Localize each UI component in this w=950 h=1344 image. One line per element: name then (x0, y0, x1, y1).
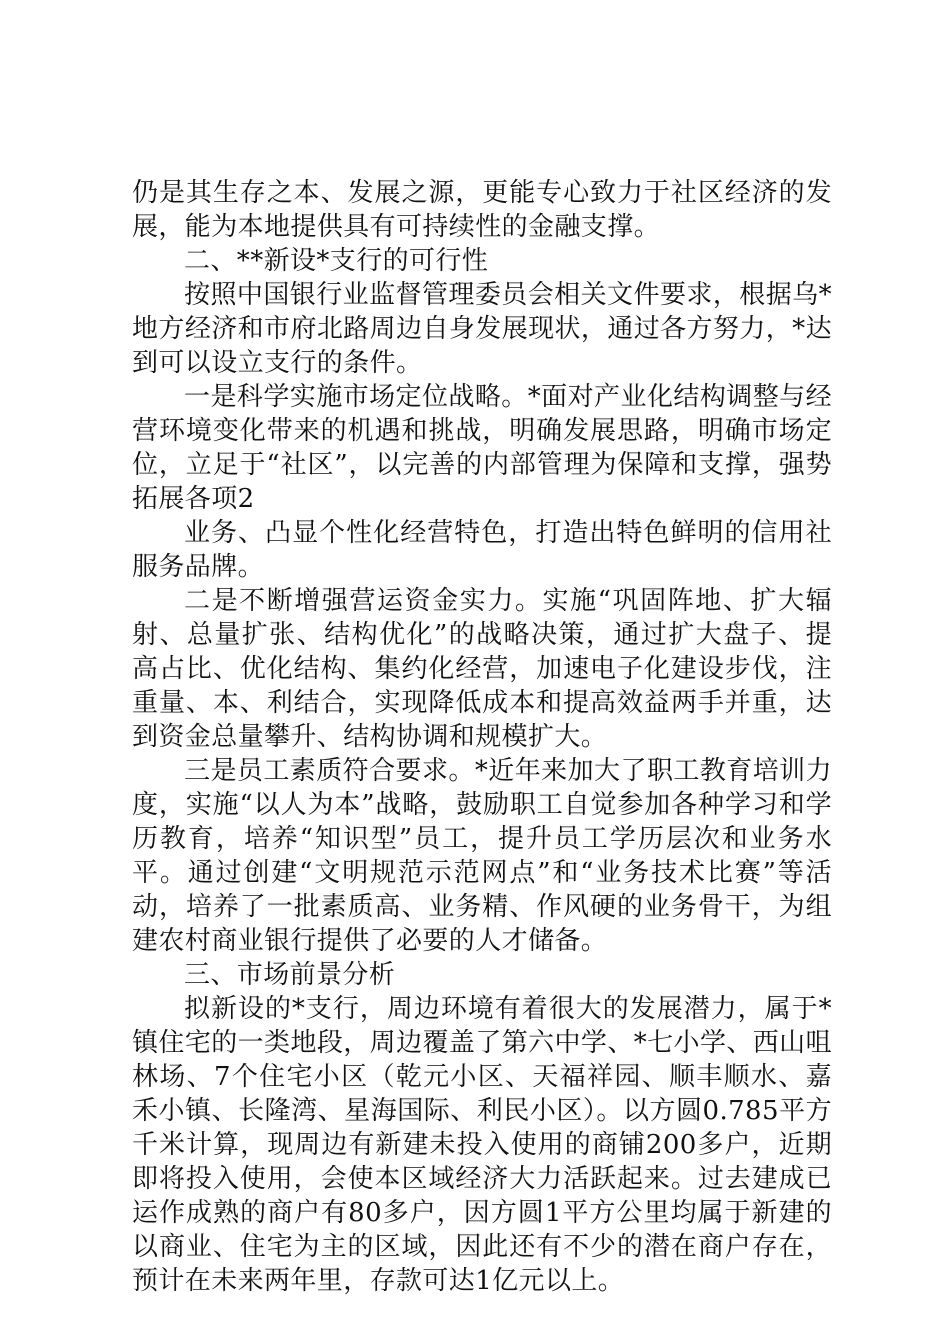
section-heading-feasibility: 二、**新设*支行的可行性 (184, 246, 489, 276)
paragraph-regulatory-basis: 按照中国银行业监督管理委员会相关文件要求，根据乌*地方经济和市府北路周边自身发展现状，通过各方努力，*达到可以设立支行的条件。 (132, 280, 832, 378)
paragraph-staff-quality: 三是员工素质符合要求。*近年来加大了职工教育培训力度，实施“以人为本”战略，鼓励职工自觉参加各种学习和学历教育，培养“知识型”员工，提升员工学历层次和业务水平。通过创建“文明规范示范网点”和“业务技术比赛”等活动，培养了一批素质高、业务精、作风硬的业务骨干，为组建农村商业银行提供了必要的人才储备。 (132, 756, 832, 956)
paragraph-brand: 业务、凸显个性化经营特色，打造出特色鲜明的信用社服务品牌。 (132, 518, 832, 582)
document-body (132, 176, 832, 1298)
paragraph-market-analysis: 拟新设的*支行，周边环境有着很大的发展潜力，属于*镇住宅的一类地段，周边覆盖了第六中学、*七小学、西山咀林场、7个住宅小区（乾元小区、天福祥园、顺丰顺水、嘉禾小镇、长隆湾、星海国际、利民小区）。以方圆0.785平方千米计算，现周边有新建未投入使用的商铺200多户，近期即将投入使用，会使本区域经济大力活跃起来。过去建成已运作成熟的商户有80多户，因方圆1平方公里均属于新建的以商业、住宅为主的区域，因此还有不少的潜在商户存在，预计在未来两年里，存款可达1亿元以上。 (132, 994, 832, 1296)
paragraph-continuation: 仍是其生存之本、发展之源，更能专心致力于社区经济的发展，能为本地提供具有可持续性的金融支撑。 (132, 178, 832, 242)
paragraph-market-positioning: 一是科学实施市场定位战略。*面对产业化结构调整与经营环境变化带来的机遇和挑战，明确发展思路，明确市场定位，立足于“社区”，以完善的内部管理为保障和支撑，强势拓展各项2 (132, 382, 832, 514)
section-heading-market-outlook: 三、市场前景分析 (184, 960, 396, 990)
paragraph-capital-strength: 二是不断增强营运资金实力。实施“巩固阵地、扩大辐射、总量扩张、结构优化”的战略决策，通过扩大盘子、提高占比、优化结构、集约化经营，加速电子化建设步伐，注重量、本、利结合，实现降低成本和提高效益两手并重，达到资金总量攀升、结构协调和规模扩大。 (132, 586, 832, 752)
